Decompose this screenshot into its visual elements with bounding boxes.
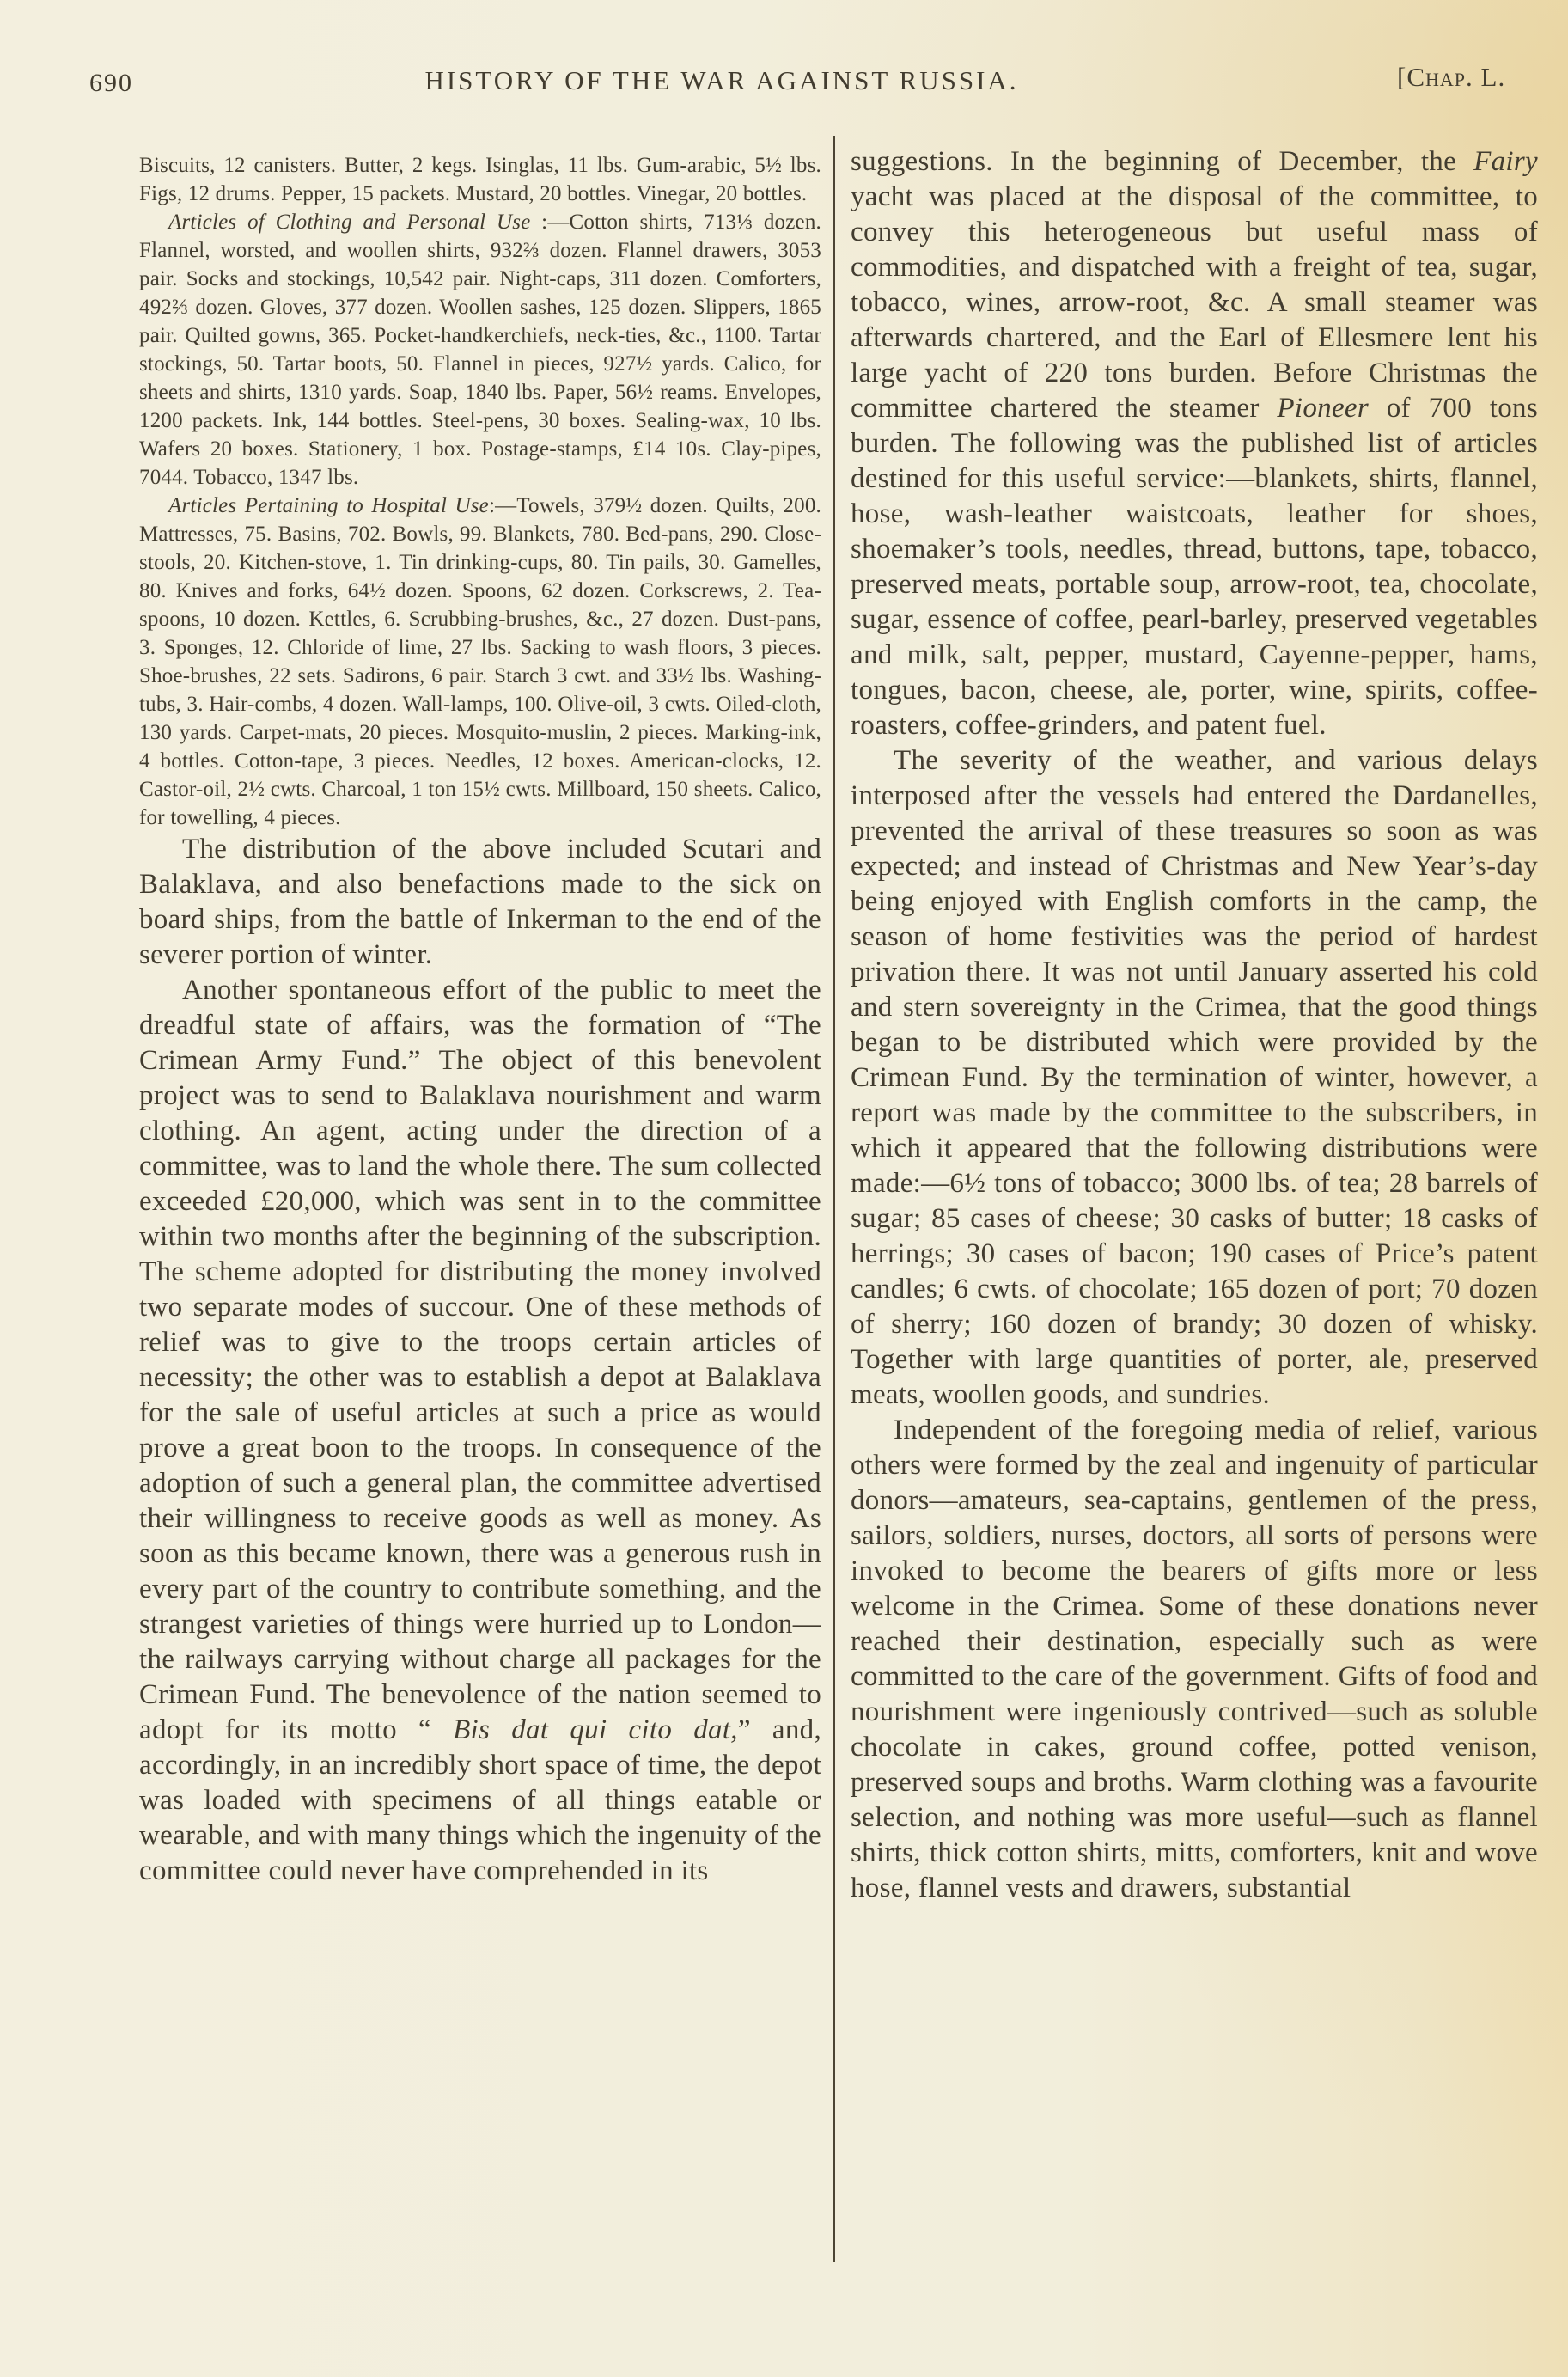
page-header — [0, 0, 1568, 129]
text-run: yacht was placed at the disposal of the committee, to convey this heterogeneous but useful mass of commodities, and dispatched with a freight of tea, sugar, tobacco, wines, arrow-root, &c. A small steamer was afterwards chartered, and the Earl of Ellesmere lent his large yacht of 220 tons burden. Before Christmas the committee chartered the steamer — [851, 181, 1538, 424]
text-run: Another spontaneous effort of the public to meet the dreadful state of affairs, was the formation of “The Crimean Army Fund.” The object of this benevolent project was to send to Balaklava nourishment and warm clothing. An agent, acting under the direction of a committee, was to land the whole there. The sum collected exceeded £20,000, which was sent in to the committee within two months after the beginning of the subscription. The scheme adopted for distributing the money involved two separate modes of succour. One of these methods of relief was to give to the troops certain articles of necessity; the other was to establish a depot at Balaklava for the sale of useful articles at such a price as would prove a great boon to the troops. In consequence of the adoption of such a general plan, the committee advertised their willingness to receive goods as well as money. As soon as this became known, there was a generous rush in every part of the country to contribute something, and the strangest varieties of things were hurried up to London—the railways carrying without charge all packages for the Crimean Fund. The benevolence of the nation seemed to adopt for its motto “ — [139, 975, 821, 1745]
paragraph — [139, 151, 821, 208]
paragraph — [139, 492, 821, 832]
running-title: HISTORY OF THE WAR AGAINST RUSSIA. — [424, 65, 1019, 95]
italic-text-run: Bis dat qui cito dat, — [453, 1714, 738, 1745]
page-number: 690 — [89, 69, 133, 97]
text-run: The severity of the weather, and various delays interposed after the vessels had entered the Dardanelles, prevented the arrival of these treasures so soon as was expected; and instead of Christmas and New Year’s-day being enjoyed with English comforts in the camp, the season of home festivities was the period of hardest privation there. It was not until January asserted his cold and stern sovereignty in the Crimea, that the good things began to be distributed which were provided by the Crimean Fund. By the termination of winter, however, a report was made by the committee to the subscribers, in which it appeared that the following distributions were made:—6½ tons of tobacco; 3000 lbs. of tea; 28 barrels of sugar; 85 cases of cheese; 30 casks of butter; 18 casks of herrings; 30 cases of bacon; 190 cases of Price’s patent candles; 6 cwts. of chocolate; 165 dozen of port; 70 dozen of sherry; 160 dozen of brandy; 30 dozen of whisky. Together with large quantities of porter, ale, preserved meats, woollen goods, and sundries. — [851, 745, 1538, 1410]
paragraph — [139, 973, 821, 1889]
paragraph — [139, 208, 821, 492]
paragraph — [851, 1413, 1538, 1906]
text-run: :—Cotton shirts, 713⅓ dozen. Flannel, worsted, and woollen shirts, 932⅔ dozen. Flannel drawers, 3053 pair. Socks and stockings, 10,542 pair. Night-caps, 311 dozen. Comforters, 492⅔ dozen. Gloves, 377 dozen. Woollen sashes, 125 dozen. Slippers, 1865 pair. Quilted gowns, 365. Pocket-handkerchiefs, neck-ties, &c., 1100. Tartar stockings, 50. Tartar boots, 50. Flannel in pieces, 927½ yards. Calico, for sheets and shirts, 1310 yards. Soap, 1840 lbs. Paper, 56½ reams. Envelopes, 1200 packets. Ink, 144 bottles. Steel-pens, 30 boxes. Sealing-wax, 10 lbs. Wafers 20 boxes. Stationery, 1 box. Postage-stamps, £14 10s. Clay-pipes, 7044. Tobacco, 1347 lbs. — [139, 211, 821, 489]
text-run: The distribution of the above included Scutari and Balaklava, and also benefactions made to the sick on board ships, from the battle of Inkerman to the end of the severer portion of winter. — [139, 834, 821, 970]
text-run: suggestions. In the beginning of December, the — [851, 146, 1474, 177]
italic-text-run: Pioneer — [1277, 393, 1369, 424]
text-run: Independent of the foregoing media of relief, various others were formed by the zeal and ingenuity of particular donors—amateurs, sea-captains, gentlemen of the press, sailors, soldiers, nurses, doctors, all sorts of persons were invoked to become the bearers of gifts more or less welcome in the Crimea. Some of these donations never reached their destination, especially such as were committed to the care of the government. Gifts of food and nourishment were ingeniously contrived—such as soluble chocolate in cakes, ground coffee, potted venison, preserved soups and broths. Warm clothing was a favourite selection, and nothing was more useful—such as flannel shirts, thick cotton shirts, mitts, comforters, knit and wove hose, flannel vests and drawers, substantial — [851, 1415, 1538, 1903]
column-divider — [833, 136, 835, 2262]
paragraph — [139, 832, 821, 973]
left-column — [139, 151, 821, 1889]
italic-text-run: Articles Pertaining to Hospital Use — [168, 494, 489, 517]
chapter-label: [Chap. L. — [1397, 62, 1506, 92]
paragraph — [851, 144, 1538, 743]
italic-text-run: Articles of Clothing and Personal Use — [168, 211, 531, 234]
italic-text-run: Fairy — [1473, 146, 1538, 177]
text-run: :—Towels, 379½ dozen. Quilts, 200. Mattresses, 75. Basins, 702. Bowls, 99. Blankets, 780. Bed-pans, 290. Close-stools, 20. Kitchen-stove, 1. Tin drinking-cups, 80. Tin pails, 30. Gamelles, 80. Knives and forks, 64½ dozen. Spoons, 62 dozen. Corkscrews, 2. Tea-spoons, 10 dozen. Kettles, 6. Scrubbing-brushes, &c., 27 dozen. Dust-pans, 3. Sponges, 12. Chloride of lime, 27 lbs. Sacking to wash floors, 3 pieces. Shoe-brushes, 22 sets. Sadirons, 6 pair. Starch 3 cwt. and 33½ lbs. Washing-tubs, 3. Hair-combs, 4 dozen. Wall-lamps, 100. Olive-oil, 3 cwts. Oiled-cloth, 130 yards. Carpet-mats, 20 pieces. Mosquito-muslin, 2 pieces. Marking-ink, 4 bottles. Cotton-tape, 3 pieces. Needles, 12 boxes. American-clocks, 12. Castor-oil, 2½ cwts. Charcoal, 1 ton 15½ cwts. Millboard, 150 sheets. Calico, for towelling, 4 pieces. — [139, 494, 821, 829]
text-run: of 700 tons burden. The following was the published list of articles destined for this useful service:—blankets, shirts, flannel, hose, wash-leather waistcoats, leather for shoes, shoemaker’s tools, needles, thread, buttons, tape, tobacco, preserved meats, portable soup, arrow-root, tea, chocolate, sugar, essence of coffee, pearl-barley, preserved vegetables and milk, salt, pepper, mustard, Cayenne-pepper, hams, tongues, bacon, cheese, ale, porter, wine, spirits, coffee-roasters, coffee-grinders, and patent fuel. — [851, 393, 1538, 741]
paragraph — [851, 743, 1538, 1413]
text-run: ” and, accordingly, in an incredibly short space of time, the depot was loaded with specimens of all things eatable or wearable, and with many things which the ingenuity of the committee could never have comprehended in its — [139, 1714, 821, 1886]
right-column — [851, 144, 1538, 1906]
text-run: Biscuits, 12 canisters. Butter, 2 kegs. Isinglas, 11 lbs. Gum-arabic, 5½ lbs. Figs, 12 drums. Pepper, 15 packets. Mustard, 20 bottles. Vinegar, 20 bottles. — [139, 154, 821, 205]
